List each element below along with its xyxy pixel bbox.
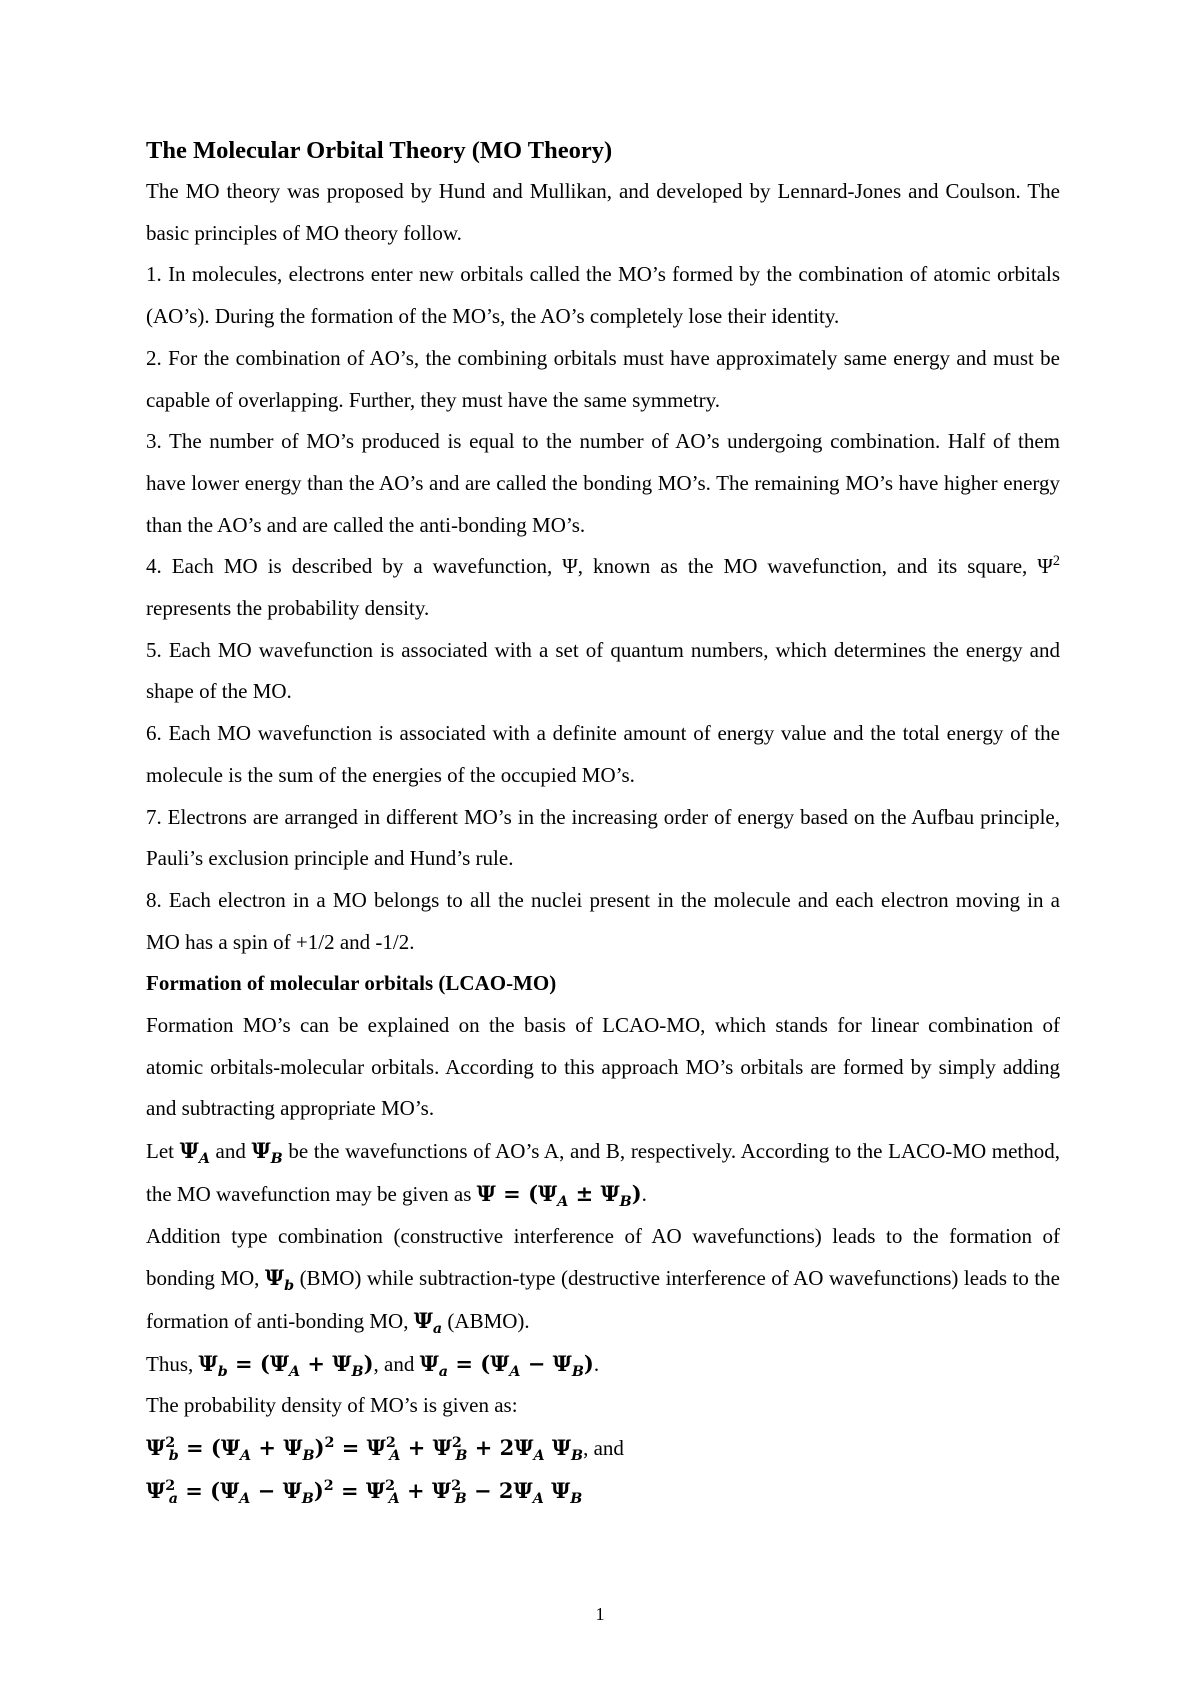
thus-text-1: Thus, (146, 1351, 199, 1376)
psi-squared-symbol: $\Psi^2$ (1037, 553, 1060, 579)
principle-7: 7. Electrons are arranged in different MO’s in the increasing order of energy based on the Aufbau principle, Pauli’s exclusion principle and Hund’s rule. (146, 804, 1060, 871)
density-intro: The probability density of MO’s is given as: (146, 1393, 518, 1418)
let-text-end: . (641, 1181, 647, 1206)
addition-text-3: (ABMO). (442, 1308, 530, 1333)
bonding-equation: $\Psi_b = (\Psi_A + \Psi_B)$ (198, 1350, 374, 1380)
section-heading: Formation of molecular orbitals (LCAO-MO) (146, 971, 557, 996)
document-title: The Molecular Orbital Theory (MO Theory) (146, 137, 613, 164)
let-text-2: and (209, 1139, 252, 1164)
wavefunction-definition (146, 1130, 1060, 1215)
page-number: 1 (595, 1604, 605, 1624)
let-text-3: be the wavefunctions of AO’s A, and B, respectively. According to the LACO-MO method, the MO wavefunction may be given as (146, 1139, 1060, 1206)
density-and-text: , and (583, 1436, 624, 1461)
principle-6: 6. Each MO wavefunction is associated with a definite amount of energy value and the total energy of the molecule is the sum of the energies of the occupied MO’s. (146, 721, 1060, 787)
thus-text-end: . (593, 1351, 600, 1376)
bonding-density-equation (146, 1427, 1060, 1470)
antibonding-equation: $\Psi_a = (\Psi_A - \Psi_B)$ (419, 1350, 594, 1380)
antibonding-density-equation (146, 1470, 1060, 1513)
principle-5: 5. Each MO wavefunction is associated with a set of quantum numbers, which determines the energy and shape of the MO. (146, 637, 1060, 704)
principle-8: 8. Each electron in a MO belongs to all the nuclei present in the molecule and each electron moving in a MO has a spin of +1/2 and -1/2. (146, 887, 1060, 954)
mo-wavefunction-equation: $\Psi = (\Psi_A \pm \Psi_B)$ (476, 1180, 642, 1211)
addition-text-1: Addition type combination (constructive interference of AO wavefunctions) leads to the formation of bonding MO, (146, 1223, 1060, 1291)
principle-4 (146, 546, 1060, 629)
document-page (146, 130, 1060, 1513)
psi-a-symbol: $\Psi_A$ (179, 1138, 210, 1168)
principle-2: 2. For the combination of AO’s, the combining orbitals must have approximately same energy and must be capable of overlapping. Further, they must have the same symmetry. (146, 345, 1060, 412)
intro-paragraph: The MO theory was proposed by Hund and Mullikan, and developed by Lennard-Jones and Coulson. The basic principles of MO theory follow. (146, 179, 1060, 245)
psi-b-symbol: $\Psi_B$ (251, 1138, 283, 1168)
psi-antibonding-symbol: $\Psi_a$ (413, 1307, 443, 1338)
psi-bonding-symbol: $\Psi_b$ (264, 1265, 295, 1295)
let-text-1: Let (146, 1139, 180, 1164)
lcao-paragraph: Formation MO’s can be explained on the basis of LCAO-MO, which stands for linear combination of atomic orbitals-molecular orbitals. According to this approach MO’s orbitals are formed by simply adding and subtracting appropriate MO’s. (146, 1013, 1060, 1121)
principle-1: 1. In molecules, electrons enter new orbitals called the MO’s formed by the combination of atomic orbitals (AO’s). During the formation of the MO’s, the AO’s completely lose their identity. (146, 262, 1060, 329)
principle-4-text: 4. Each MO is described by a wavefunction, Ψ, known as the MO wavefunction, and its square, (146, 554, 1038, 579)
bonding-density-formula: $\Psi^2_b = (\Psi_A + \Psi_B)^2 = \Psi^2_A + \Psi^2_B + 2\Psi_A$ $\Psi_B$ (146, 1435, 584, 1465)
principle-3: 3. The number of MO’s produced is equal to the number of AO’s undergoing combination. Half of them have lower energy than the AO’s and are called the bonding MO’s. The remaining MO’s have higher energy than the AO’s and are called the anti-bonding MO’s. (146, 429, 1060, 537)
thus-equations (146, 1343, 1060, 1386)
combination-paragraph (146, 1216, 1060, 1343)
antibonding-density-formula: $\Psi^2_a = (\Psi_A - \Psi_B)^2 = \Psi^2_A + \Psi^2_B - 2\Psi_A$ $\Psi_B$ (146, 1477, 583, 1507)
thus-text-2: , and (373, 1351, 420, 1376)
addition-text-2: (BMO) while subtraction-type (destructive interference of AO wavefunctions) leads to the formation of anti-bonding MO, (146, 1266, 1060, 1333)
principle-4-tail: represents the probability density. (146, 596, 430, 621)
